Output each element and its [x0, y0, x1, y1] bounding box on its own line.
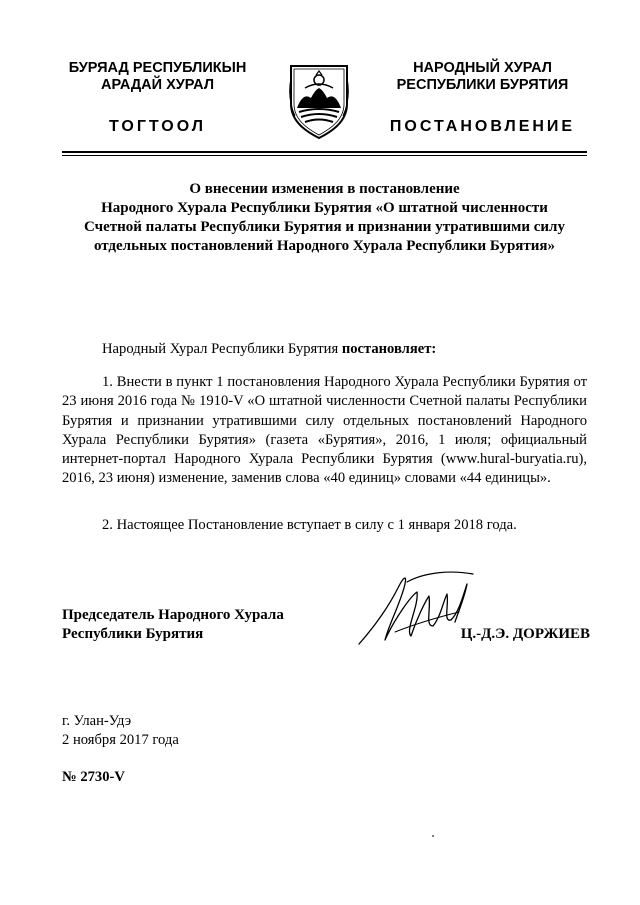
header-right-doctype: ПОСТАНОВЛЕНИЕ [389, 118, 576, 135]
header-left-line1: БУРЯАД РЕСПУБЛИКЫН [68, 60, 247, 76]
header-right-line1: НАРОДНЫЙ ХУРАЛ [413, 60, 552, 76]
place-of-adoption: г. Улан-Удэ [62, 713, 132, 729]
signer-position-line1: Председатель Народного Хурала [62, 607, 284, 623]
date-of-adoption: 2 ноября 2017 года [62, 732, 179, 748]
signer-position [62, 606, 322, 644]
title-line2: Народного Хурала Республики Бурятия «О штатной численности [101, 200, 548, 216]
title-line3: Счетной палаты Республики Бурятия и признании утратившими силу [84, 219, 565, 235]
header-left-doctype: ТОГТООЛ [109, 118, 206, 135]
signer-name: Ц.-Д.Э. ДОРЖИЕВ [460, 626, 590, 642]
header-left-block [55, 60, 260, 94]
paragraph-1: 1. Внести в пункт 1 постановления Народного Хурала Республики Бурятия от 23 июня 2016 года № 1910-V «О штатной численности Счетной палаты Республики Бурятия и признании утратившими силу отдельных постановлений Народного Хурала Республики Бурятия» (газета «Бурятия», 2016, 1 июля; официальный интернет-портал Народного Хурала Республики Бурятия (www.hural-buryatia.ru), 2016, 23 июня) изменение, заменив слова «40 единиц» словами «44 единицы». [62, 374, 587, 487]
intro-text: Народный Хурал Республики Бурятия [102, 341, 342, 357]
header-divider-thick [62, 151, 587, 153]
header-right-line2: РЕСПУБЛИКИ БУРЯТИЯ [396, 77, 569, 93]
header-right-block [375, 60, 590, 94]
document-title [62, 180, 587, 256]
document-number: № 2730-V [62, 769, 125, 785]
paragraph-2: 2. Настоящее Постановление вступает в силу с 1 января 2018 года. [102, 517, 517, 533]
scan-speck [432, 835, 434, 837]
intro-emphasis: постановляет: [341, 341, 437, 357]
title-line1: О внесении изменения в постановление [189, 181, 460, 197]
title-line4: отдельных постановлений Народного Хурала Республики Бурятия» [93, 238, 556, 254]
coat-of-arms-emblem-icon [287, 58, 351, 140]
signer-position-line2: Республики Бурятия [62, 626, 204, 642]
header-divider-thin [62, 155, 587, 156]
intro-paragraph [62, 340, 587, 359]
header-left-line2: АРАДАЙ ХУРАЛ [100, 77, 215, 93]
